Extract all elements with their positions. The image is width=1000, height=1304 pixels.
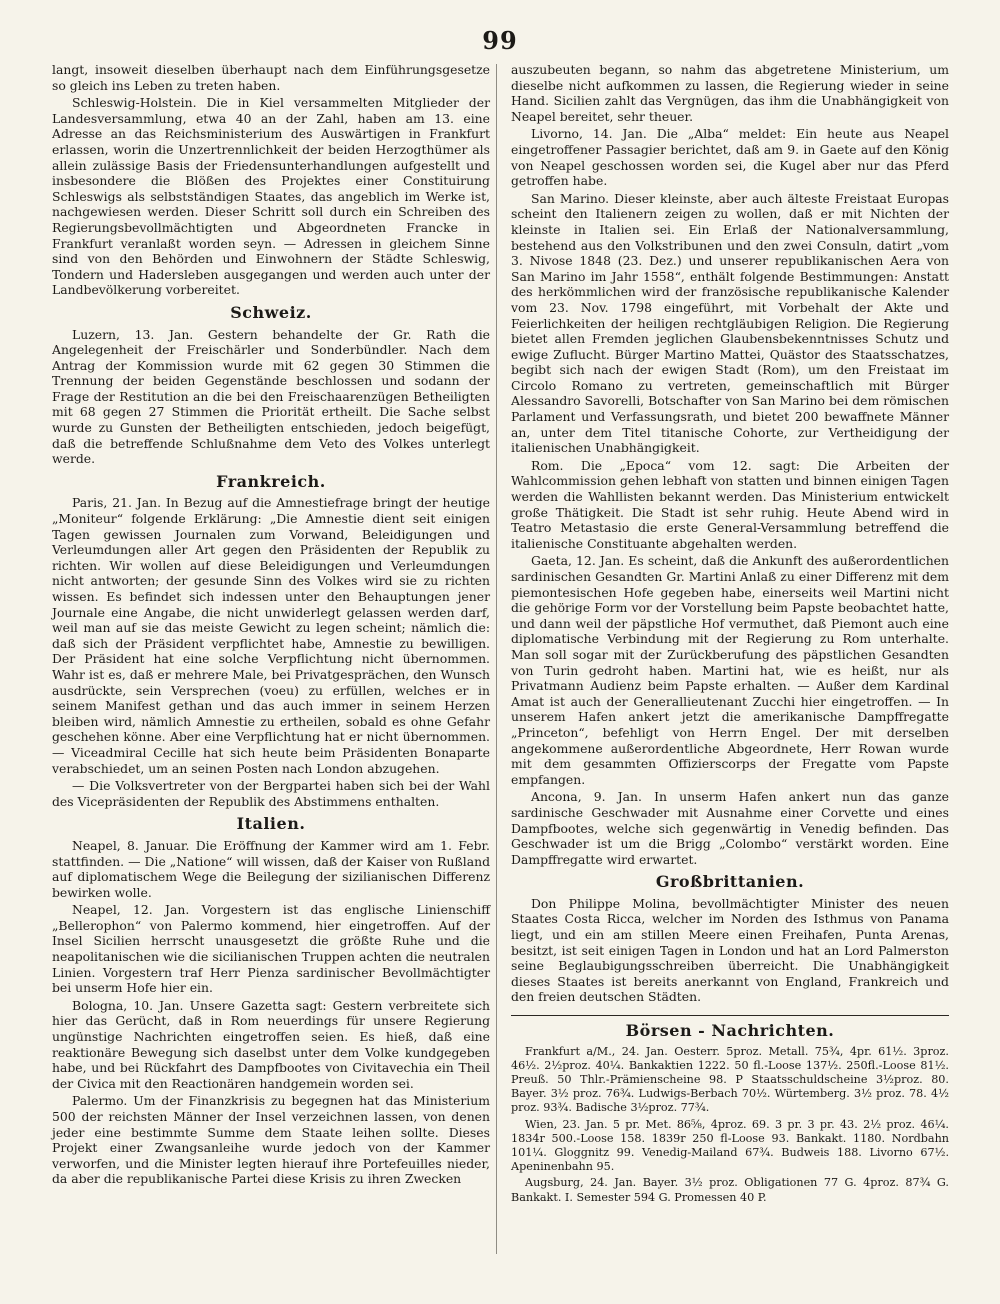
article-livorno: Livorno, 14. Jan. Die „Alba“ meldet: Ein heute aus Neapel eingetroffener Passagier berichtet, daß am 9. in Gaete auf den König von Neapel geschossen worden sei, die Kugel aber nur das Pferd getroffen habe. (511, 126, 949, 189)
market-reports (511, 1045, 949, 1205)
article-ancona: Ancona, 9. Jan. In unserm Hafen ankert nun das ganze sardinische Geschwader mit Ausnahme einer Corvette und eines Dampfbootes, welche sich gegenwärtig in Venedig befinden. Das Geschwader ist um die Brigg „Colombo“ verstärkt worden. Eine Dampffregatte wird erwartet. (511, 789, 949, 867)
market-augsburg: Augsburg, 24. Jan. Bayer. 3½ proz. Obligationen 77 G. 4proz. 87¾ G. Bankakt. I. Semester 594 G. Promessen 40 P. (511, 1176, 949, 1204)
section-heading-boersen: Börsen - Nachrichten. (625, 1021, 835, 1041)
article-gaeta: Gaeta, 12. Jan. Es scheint, daß die Ankunft des außerordentlichen sardinischen Gesandten Gr. Martini Anlaß zu einer Differenz mit dem piemontesischen Hofe gegeben habe, einerseits weil Martini nicht die gehörige Form vor der Vorstellung beim Papste beobachtet hatte, und dann weil der päpstliche Hof vermuthet, daß Piemont auch eine diplomatische Verbindung mit der Regierung zu Rom unterhalte. Man soll sogar mit der Zurückberufung des päpstlichen Gesandten von Turin gedroht haben. Martini hat, wie es heißt, nur als Privatmann Audienz beim Papste erhalten. — Außer dem Kardinal Amat ist auch der Generallieutenant Zucchi hier eingetroffen. — In unserem Hafen ankert jetzt die amerikanische Dampffregatte „Princeton“, befehligt von Herrn Engel. Der mit derselben angekommene außerordentliche Abgeordnete, Herr Rowan wurde mit dem gesammten Offizierscorps der Fregatte vom Papste empfangen. (511, 553, 949, 787)
article-luzern: Luzern, 13. Jan. Gestern behandelte der Gr. Rath die Angelegenheit der Freischärler und Sonderbündler. Nach dem Antrag der Kommission wurde mit 62 gegen 30 Stimmen die Trennung der beiden Gegenstände beschlossen und sodann der Frage der Restitution an die bei den Freischaarenzügen Betheiligten mit 68 gegen 27 Stimmen die Priorität ertheilt. Die Sache selbst wurde zu Gunsten der Betheiligten entschieden, jedoch beigefügt, daß die betreffende Schlußnahme dem Veto des Volkes unterlegt werde. (52, 326, 490, 467)
page-number: 99 (482, 26, 518, 55)
article-neapel-12: Neapel, 12. Jan. Vorgestern ist das englische Linienschiff „Bellerophon“ von Palermo kommend, hier eingetroffen. Auf der Insel Sicilien herrscht unausgesetzt die größte Ruhe und die neapolitanischen wie die sicilianischen Truppen achten die neutralen Linien. Vorgestern traf Herr Pienza sardinischer Bevollmächtigter bei unserm Hofe hier ein. (52, 902, 490, 996)
article-neapel-8: Neapel, 8. Januar. Die Eröffnung der Kammer wird am 1. Febr. stattfinden. — Die „Natione“ will wissen, daß der Kaiser von Rußland auf diplomatischem Wege die Beilegung der sizilianischen Differenz bewirken wolle. (52, 837, 490, 900)
section-heading-grossbrittanien: Großbrittanien. (655, 872, 805, 892)
article-palermo: Palermo. Um der Finanzkrisis zu begegnen hat das Ministerium 500 der reichsten Männer der Insel verzeichnen lassen, von denen jeder eine bestimmte Summe dem Staate leihen sollte. Dieses Projekt einer Zwangsanleihe wurde jedoch von der Kammer verworfen, und die Minister legten hierauf ihre Portefeuilles nieder, da aber die republikanische Partei diese Krisis zu ihren Zwecken (52, 1093, 490, 1187)
left-column (52, 62, 490, 1189)
article-costa-ricca: Don Philippe Molina, bevollmächtigter Minister des neuen Staates Costa Ricca, welcher im Norden des Isthmus von Panama liegt, und ein am stillen Meere einen Freihafen, Punta Arenas, besitzt, ist seit einigen Tagen in London und hat an Lord Palmerston seine Beglaubigungsschreiben überreicht. Die Unabhängigkeit dieses Staates ist bereits anerkannt von England, Frankreich und den freien deutschen Städten. (511, 895, 949, 1005)
section-heading-schweiz: Schweiz. (230, 302, 312, 322)
market-wien: Wien, 23. Jan. 5 pr. Met. 86⅝, 4proz. 69. 3 pr. 3 pr. 43. 2½ proz. 46¼. 1834r 500.-Loose 158. 1839r 250 fl-Loose 93. Bankakt. 1180. Nordbahn 101¼. Gloggnitz 99. Venedig-Mailand 67¾. Budweis 188. Livorno 67½. Apeninenbahn 95. (511, 1117, 949, 1174)
section-heading-italien: Italien. (236, 814, 306, 834)
section-rule (511, 1015, 949, 1016)
article-san-marino: San Marino. Dieser kleinste, aber auch älteste Freistaat Europas scheint den Italienern zeigen zu wollen, daß er mit Nichten der kleinste in Italien sei. Ein Erlaß der Nationalversammlung, bestehend aus den Volkstribunen und den zwei Consuln, datirt „vom 3. Nivose 1848 (23. Dez.) und unserer republikanischen Aera von San Marino im Jahr 1558“, enthält folgende Bestimmungen: Anstatt des herkömmlichen wird der französische republikanische Kalender vom 23. Nov. 1798 eingeführt, mit Vorbehalt der Akte und Feierlichkeiten der heiligen rechtgläubigen Religion. Die Regierung bietet allen Fremden jeglichen Glaubensbekenntnisses Schutz und ewige Zuflucht. Bürger Martino Mattei, Quästor des Staatsschatzes, begibt sich nach der ewigen Stadt (Rom), um den Freistaat im Circolo Romano zu vertreten, gemeinschaftlich mit Bürger Alessandro Savorelli, Botschafter von San Marino bei dem römischen Parlament und Verfassungsrath, und bietet 200 bewaffnete Männer an, unter dem Titel titanische Cohorte, zur Vertheidigung der italienischen Unabhängigkeit. (511, 190, 949, 456)
article-schleswig-holstein: Schleswig-Holstein. Die in Kiel versammelten Mitglieder der Landesversammlung, etwa 40 an der Zahl, haben am 13. eine Adresse an das Reichsministerium des Auswärtigen in Frankfurt erlassen, worin die Unzertrennlichkeit der beiden Herzogthümer als allein zulässige Basis der Friedensunterhandlungen aufgestellt und insbesondere die Blößen des Projektes einer Constituirung Schleswigs als selbstständigen Staates, das angeblich im Werke ist, nachgewiesen werden. Dieser Schritt soll durch ein Schreiben des Regierungsbevollmächtigten und Abgeordneten Francke in Frankfurt veranlaßt worden seyn. — Adressen in gleichem Sinne sind von den Behörden und Einwohnern der Städte Schleswig, Tondern und Hadersleben ausgegangen und werden auch unter der Landbevölkerung vorbereitet. (52, 95, 490, 298)
article-rom: Rom. Die „Epoca“ vom 12. sagt: Die Arbeiten der Wahlcommission gehen lebhaft von statten und binnen einigen Tagen werden die Wahllisten bekannt werden. Das Ministerium entwickelt große Thätigkeit. Die Stadt ist sehr ruhig. Heute Abend wird in Teatro Metastasio die erste General-Versammlung betreffend die italienische Constituante abgehalten werden. (511, 457, 949, 551)
article-paris-bergpartei: — Die Volksvertreter von der Bergpartei haben sich bei der Wahl des Vicepräsidenten der Republik des Abstimmens enthalten. (52, 778, 490, 809)
section-heading-frankreich: Frankreich. (216, 471, 326, 491)
right-column (511, 62, 949, 1207)
article-bologna: Bologna, 10. Jan. Unsere Gazetta sagt: Gestern verbreitete sich hier das Gerücht, daß in Rom neuerdings für unsere Regierung ungünstige Nachrichten eingetroffen seien. Es hieß, daß eine reaktionäre Bewegung sich daselbst unter dem Volke kundgegeben habe, und bei Rückfahrt des Dampfbootes von Civitavechia ein Theil der Civica mit den Reactionären handgemein worden sei. (52, 997, 490, 1091)
article-continuation: langt, insoweit dieselben überhaupt nach dem Einführungsgesetze so gleich ins Leben zu treten haben. (52, 62, 490, 93)
article-palermo-continuation: auszubeuten begann, so nahm das abgetretene Ministerium, um dieselbe nicht aufkommen zu lassen, die Regierung wieder in seine Hand. Sicilien zahlt das Vergnügen, das ihm die Unabhängigkeit von Neapel bereitet, sehr theuer. (511, 62, 949, 124)
market-frankfurt: Frankfurt a/M., 24. Jan. Oesterr. 5proz. Metall. 75¾, 4pr. 61½. 3proz. 46½. 2½proz. 40¼. Bankaktien 1222. 50 fl.-Loose 137½. 250fl.-Loose 81½. Preuß. 50 Thlr.-Prämienscheine 98. P Staatsschuldscheine 3½proz. 80. Bayer. 3½ proz. 76¾. Ludwigs-Berbach 70½. Würtemberg. 3½ proz. 78. 4½ proz. 93¾. Badische 3½proz. 77¾. (511, 1044, 949, 1115)
article-paris: Paris, 21. Jan. In Bezug auf die Amnestiefrage bringt der heutige „Moniteur“ folgende Erklärung: „Die Amnestie dient seit einigen Tagen gewissen Journalen zum Vorwand, Beleidigungen und Verleumdungen aller Art gegen den Präsidenten der Republik zu richten. Wir wollen auf diese Beleidigungen und Verleumdungen nicht antworten; der gesunde Sinn des Volkes wird sie zu richten wissen. Es befindet sich indessen unter den Behauptungen jener Journale eine Angabe, die nicht unwiderlegt gelassen werden darf, weil man auf sie das meiste Gewicht zu legen scheint; nämlich die: daß sich der Präsident verpflichtet habe, Amnestie zu bewilligen. Der Präsident hat eine solche Verpflichtung nicht übernommen. Wahr ist es, daß er mehrere Male, bei Privatgesprächen, den Wunsch ausdrückte, sein Versprechen (voeu) zu erfüllen, welches er in seinem Manifest gethan und das auch immer in seinem Herzen bleiben wird, nämlich Amnestie zu ertheilen, sobald es ohne Gefahr geschehen könne. Aber eine Verpflichtung hat er nicht übernommen. — Viceadmiral Cecille hat sich heute beim Präsidenten Bonaparte verabschiedet, um an seinen Posten nach London abzugehen. (52, 495, 490, 776)
column-divider (496, 64, 497, 1254)
